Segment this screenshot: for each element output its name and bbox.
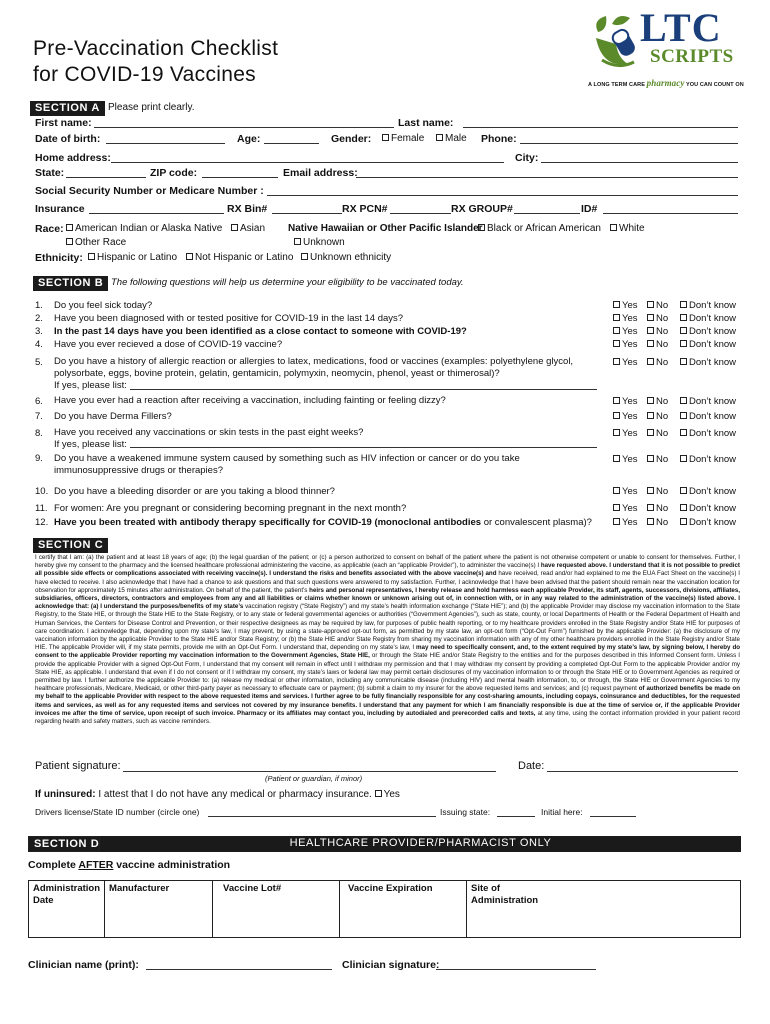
yes-label: Yes bbox=[622, 396, 638, 407]
question-5-list-field[interactable] bbox=[130, 389, 597, 390]
question-2-text: Have you been diagnosed with or tested positive for COVID-19 in the last 14 days? bbox=[54, 313, 404, 324]
race-checkbox[interactable] bbox=[231, 224, 238, 231]
dont-know-checkbox[interactable] bbox=[680, 429, 687, 436]
no-label: No bbox=[656, 313, 669, 324]
no-label: No bbox=[656, 326, 669, 337]
col-site-line1: Site of bbox=[471, 883, 501, 894]
yes-label: Yes bbox=[622, 300, 638, 311]
race-option-other[interactable] bbox=[66, 237, 126, 248]
question-5-answers[interactable] bbox=[613, 357, 736, 368]
race-option-label: Asian bbox=[240, 223, 266, 234]
question-8-line-2: If yes, please list: bbox=[54, 439, 127, 450]
question-1-text: Do you feel sick today? bbox=[54, 300, 153, 311]
uninsured-line bbox=[35, 789, 400, 800]
consent-text bbox=[35, 554, 740, 726]
yes-checkbox[interactable] bbox=[613, 487, 620, 494]
question-3-text: In the past 14 days have you been identified as a close contact to someone with COVID-19? bbox=[54, 326, 467, 337]
question-number: 5. bbox=[35, 357, 43, 368]
administration-table bbox=[28, 880, 741, 938]
question-4-answers[interactable] bbox=[613, 339, 736, 350]
no-checkbox[interactable] bbox=[647, 340, 654, 347]
race-option-black[interactable] bbox=[478, 223, 601, 234]
initial-here-field[interactable] bbox=[590, 816, 636, 817]
question-number: 6. bbox=[35, 396, 43, 407]
no-checkbox[interactable] bbox=[647, 314, 654, 321]
dont-know-label: Don’t know bbox=[689, 454, 736, 465]
rx-group-field[interactable] bbox=[514, 213, 580, 214]
question-10-answers[interactable] bbox=[613, 486, 736, 497]
gender-female-option[interactable] bbox=[382, 133, 424, 144]
question-9-text bbox=[54, 453, 599, 477]
state-field[interactable] bbox=[66, 177, 146, 178]
no-label: No bbox=[656, 396, 669, 407]
race-option-american-indian[interactable] bbox=[66, 223, 222, 234]
ethnicity-checkbox[interactable] bbox=[301, 253, 308, 260]
dont-know-label: Don’t know bbox=[689, 313, 736, 324]
section-c-header: SECTION C bbox=[33, 538, 108, 553]
question-5-text bbox=[54, 356, 599, 392]
question-3-answers[interactable] bbox=[613, 326, 736, 337]
question-5-line-3: If yes, please list: bbox=[54, 380, 127, 391]
consent-paragraph: at any time, using the contact information provided in your patient record regarding health and safety matters, such as vaccine reminders. bbox=[35, 709, 740, 726]
yes-checkbox[interactable] bbox=[613, 314, 620, 321]
site-of-administration-cell[interactable] bbox=[467, 881, 741, 938]
yes-label: Yes bbox=[622, 454, 638, 465]
race-option-native-hawaiian[interactable]: Native Hawaiian or Other Pacific Islander bbox=[288, 223, 483, 234]
race-checkbox[interactable] bbox=[610, 224, 617, 231]
yes-checkbox[interactable] bbox=[613, 518, 620, 525]
last-name-field[interactable] bbox=[463, 127, 738, 128]
no-label: No bbox=[656, 339, 669, 350]
dont-know-label: Don’t know bbox=[689, 411, 736, 422]
question-number: 3. bbox=[35, 326, 43, 337]
no-label: No bbox=[656, 357, 669, 368]
clinician-signature-field[interactable] bbox=[436, 969, 596, 970]
dont-know-checkbox[interactable] bbox=[680, 327, 687, 334]
zip-field[interactable] bbox=[202, 177, 278, 178]
no-checkbox[interactable] bbox=[647, 301, 654, 308]
clinician-name-field[interactable] bbox=[146, 969, 332, 970]
yes-label: Yes bbox=[622, 313, 638, 324]
clinician-name-label: Clinician name (print): bbox=[28, 959, 139, 971]
dont-know-checkbox[interactable] bbox=[680, 455, 687, 462]
page-title bbox=[33, 36, 278, 88]
race-checkbox[interactable] bbox=[294, 238, 301, 245]
dont-know-checkbox[interactable] bbox=[680, 358, 687, 365]
no-label: No bbox=[656, 503, 669, 514]
question-6-text: Have you ever had a reaction after receiving a vaccination, including fainting or feeling dizzy? bbox=[54, 395, 446, 406]
tagline-part-b: pharmacy bbox=[646, 78, 685, 88]
race-option-asian[interactable] bbox=[231, 223, 265, 234]
yes-label: Yes bbox=[622, 411, 638, 422]
uninsured-yes-checkbox[interactable] bbox=[375, 790, 382, 797]
initial-here-label: Initial here: bbox=[541, 807, 583, 817]
rx-bin-field[interactable] bbox=[272, 213, 342, 214]
race-option-label: Unknown bbox=[303, 237, 345, 248]
race-option-label: White bbox=[619, 223, 645, 234]
no-checkbox[interactable] bbox=[647, 429, 654, 436]
section-b-note: The following questions will help us determine your eligibility to be vaccinated today. bbox=[111, 277, 464, 288]
race-checkbox[interactable] bbox=[66, 238, 73, 245]
dont-know-checkbox[interactable] bbox=[680, 487, 687, 494]
question-number: 10. bbox=[35, 486, 49, 497]
ethnicity-option-label: Not Hispanic or Latino bbox=[195, 252, 294, 263]
section-a-note: Please print clearly. bbox=[108, 102, 195, 113]
question-12-bold: Have you been treated with antibody therapy specifically for COVID-19 (monoclonal antibodies bbox=[54, 517, 482, 528]
no-checkbox[interactable] bbox=[647, 412, 654, 419]
logo-scripts-text: SCRIPTS bbox=[650, 46, 734, 67]
yes-label: Yes bbox=[622, 339, 638, 350]
question-number: 2. bbox=[35, 313, 43, 324]
age-label: Age: bbox=[237, 133, 261, 145]
administration-date-cell[interactable] bbox=[29, 881, 105, 938]
insurance-label: Insurance bbox=[35, 203, 85, 215]
city-label: City: bbox=[515, 152, 539, 164]
complete-after-instruction bbox=[28, 859, 230, 871]
ethnicity-option-hispanic[interactable] bbox=[88, 252, 177, 263]
ethnicity-option-label: Hispanic or Latino bbox=[97, 252, 178, 263]
question-12-rest: or convalescent plasma)? bbox=[481, 517, 592, 528]
vaccine-expiration-cell[interactable] bbox=[340, 881, 467, 938]
guardian-note: (Patient or guardian, if minor) bbox=[265, 774, 363, 783]
question-8-line-1: Have you received any vaccinations or skin tests in the past eight weeks? bbox=[54, 427, 364, 438]
yes-checkbox[interactable] bbox=[613, 301, 620, 308]
section-d-header: SECTION D bbox=[28, 836, 100, 852]
ethnicity-checkbox[interactable] bbox=[186, 253, 193, 260]
dont-know-checkbox[interactable] bbox=[680, 301, 687, 308]
dont-know-checkbox[interactable] bbox=[680, 518, 687, 525]
complete-text: Complete bbox=[28, 859, 79, 871]
after-text: AFTER bbox=[78, 859, 114, 871]
title-line-2: for COVID-19 Vaccines bbox=[33, 63, 256, 86]
no-label: No bbox=[656, 517, 669, 528]
uninsured-label: If uninsured: bbox=[35, 789, 96, 800]
female-checkbox[interactable] bbox=[382, 134, 389, 141]
issuing-state-label: Issuing state: bbox=[440, 807, 491, 817]
dont-know-label: Don’t know bbox=[689, 339, 736, 350]
ethnicity-checkbox[interactable] bbox=[88, 253, 95, 260]
male-checkbox[interactable] bbox=[436, 134, 443, 141]
zip-label: ZIP code: bbox=[150, 167, 198, 179]
question-8-list-field[interactable] bbox=[130, 447, 597, 448]
section-b-header: SECTION B bbox=[33, 276, 108, 291]
dont-know-label: Don’t know bbox=[689, 428, 736, 439]
clinician-signature-label: Clinician signature: bbox=[342, 959, 440, 971]
no-checkbox[interactable] bbox=[647, 397, 654, 404]
question-5-line-1: Do you have a history of allergic reaction or allergies to latex, medications, food or vaccines (examples: polyethylene glycol, bbox=[54, 356, 574, 367]
dont-know-label: Don’t know bbox=[689, 503, 736, 514]
age-field[interactable] bbox=[264, 143, 319, 144]
question-11-text: For women: Are you pregnant or considering becoming pregnant in the next month? bbox=[54, 503, 407, 514]
race-checkbox[interactable] bbox=[478, 224, 485, 231]
consent-paragraph: have received, read and/or had explained to me the EUA Fact Sheet on the vaccine(s) I have elected to receive. I also acknowledge that I have had a chance to ask questions and that such questions were answered to my satisfaction. Further, I acknowledge that I have been advised that the patient should remain near the vaccination location for observation for approximately 15 minutes after administration. On behalf of the patient, the patient’s bbox=[35, 570, 740, 594]
col-admin-date-line2: Date bbox=[33, 895, 54, 906]
phone-label: Phone: bbox=[481, 133, 517, 145]
question-number: 9. bbox=[35, 453, 43, 464]
question-2-answers[interactable] bbox=[613, 313, 736, 324]
drivers-license-field[interactable] bbox=[208, 816, 436, 817]
insurance-field[interactable] bbox=[89, 213, 224, 214]
yes-checkbox[interactable] bbox=[613, 455, 620, 462]
question-5-line-2: polysorbate, eggs, bovine protein, gelatin, gentamicin, polymyxin, neomycin, phenol, yeast or thimerosal)? bbox=[54, 368, 500, 379]
question-number: 12. bbox=[35, 517, 49, 528]
drivers-license-label: Drivers license/State ID number (circle one) bbox=[35, 807, 200, 817]
question-7-text: Do you have Derma Fillers? bbox=[54, 411, 172, 422]
question-10-text: Do you have a bleeding disorder or are you taking a blood thinner? bbox=[54, 486, 335, 497]
vaccine-lot-cell[interactable] bbox=[213, 881, 340, 938]
patient-signature-field[interactable] bbox=[123, 771, 496, 772]
yes-label: Yes bbox=[622, 357, 638, 368]
no-checkbox[interactable] bbox=[647, 358, 654, 365]
yes-label: Yes bbox=[622, 326, 638, 337]
question-number: 11. bbox=[35, 503, 48, 514]
dont-know-checkbox[interactable] bbox=[680, 504, 687, 511]
race-label: Race: bbox=[35, 223, 64, 235]
id-label: ID# bbox=[581, 203, 598, 215]
email-label: Email address: bbox=[283, 167, 358, 179]
no-label: No bbox=[656, 411, 669, 422]
col-vaccine-lot: Vaccine Lot# bbox=[223, 883, 282, 894]
tagline-part-c: YOU CAN COUNT ON bbox=[686, 82, 744, 88]
race-option-label: Other Race bbox=[75, 237, 127, 248]
rx-pcn-field[interactable] bbox=[390, 213, 451, 214]
no-label: No bbox=[656, 300, 669, 311]
dont-know-label: Don’t know bbox=[689, 300, 736, 311]
race-option-label: Black or African American bbox=[487, 223, 601, 234]
dont-know-label: Don’t know bbox=[689, 357, 736, 368]
yes-checkbox[interactable] bbox=[613, 412, 620, 419]
no-checkbox[interactable] bbox=[647, 455, 654, 462]
yes-checkbox[interactable] bbox=[613, 327, 620, 334]
question-9-line-2: immunosuppressive drugs or therapies? bbox=[54, 465, 223, 476]
question-number: 1. bbox=[35, 300, 43, 311]
ethnicity-option-not-hispanic[interactable] bbox=[186, 252, 293, 263]
ethnicity-option-unknown[interactable] bbox=[301, 252, 391, 263]
patient-signature-label: Patient signature: bbox=[35, 760, 121, 772]
race-option-white[interactable] bbox=[610, 223, 645, 234]
question-9-line-1: Do you have a weakened immune system caused by something such as HIV infection or cancer or do you take bbox=[54, 453, 520, 464]
ssn-field[interactable] bbox=[267, 195, 738, 196]
question-7-answers[interactable] bbox=[613, 411, 736, 422]
dont-know-checkbox[interactable] bbox=[680, 314, 687, 321]
question-number: 8. bbox=[35, 428, 43, 439]
dont-know-checkbox[interactable] bbox=[680, 412, 687, 419]
yes-checkbox[interactable] bbox=[613, 504, 620, 511]
yes-label: Yes bbox=[622, 503, 638, 514]
gender-label: Gender: bbox=[331, 133, 372, 145]
question-number: 4. bbox=[35, 339, 43, 350]
last-name-label: Last name: bbox=[398, 117, 454, 129]
dont-know-label: Don’t know bbox=[689, 396, 736, 407]
dob-label: Date of birth: bbox=[35, 133, 101, 145]
uninsured-text: I attest that I do not have any medical or pharmacy insurance. bbox=[95, 789, 372, 800]
dont-know-label: Don’t know bbox=[689, 486, 736, 497]
no-checkbox[interactable] bbox=[647, 504, 654, 511]
ssn-label: Social Security Number or Medicare Number : bbox=[35, 185, 264, 197]
uninsured-yes-label: Yes bbox=[383, 789, 400, 800]
yes-checkbox[interactable] bbox=[613, 429, 620, 436]
yes-label: Yes bbox=[622, 517, 638, 528]
question-6-answers[interactable] bbox=[613, 396, 736, 407]
complete-rest-text: vaccine administration bbox=[113, 859, 231, 871]
consent-paragraph-bold: may need to specifically consent, and, to the extent required by my state’s law, by signing below, I hereby do consent to the applicable Provider reporting my vaccination information to the Government Agencies, State HIE, bbox=[35, 644, 740, 660]
dont-know-checkbox[interactable] bbox=[680, 340, 687, 347]
question-number: 7. bbox=[35, 411, 43, 422]
gender-male-option[interactable] bbox=[436, 133, 467, 144]
consent-paragraph-bold: Pharmacy or its affiliates may contact you, including by autodialed and prerecorded calls and texts, bbox=[234, 709, 536, 717]
id-field[interactable] bbox=[603, 213, 738, 214]
no-label: No bbox=[656, 486, 669, 497]
tagline-part-a: A LONG TERM CARE bbox=[588, 82, 646, 88]
consent-paragraph-bold: of authorized benefits be made on my behalf to the applicable Provider with respect to the above requested items and services. I further agree to be fully financially responsible for any cost-sharing amounts, including copays, coinsurance and deductibles, for the requested items and services, as well as for any requested items and services not covered by my insurance benefits. I understand that any payment for which I am financially responsible is due at the time of service or, if the applicable Provider invoices me after the time of service, upon receipt of such invoice. bbox=[35, 685, 740, 717]
col-site-line2: Administration bbox=[471, 895, 539, 906]
no-checkbox[interactable] bbox=[647, 518, 654, 525]
race-option-label: American Indian or Alaska Native bbox=[75, 223, 223, 234]
first-name-field[interactable] bbox=[94, 127, 394, 128]
email-field[interactable] bbox=[356, 177, 738, 178]
yes-checkbox[interactable] bbox=[613, 358, 620, 365]
provider-only-header: HEALTHCARE PROVIDER/PHARMACIST ONLY bbox=[100, 836, 741, 852]
phone-field[interactable] bbox=[520, 143, 738, 144]
title-line-1: Pre-Vaccination Checklist bbox=[33, 37, 279, 60]
date-field[interactable] bbox=[547, 771, 738, 772]
yes-checkbox[interactable] bbox=[613, 397, 620, 404]
manufacturer-cell[interactable] bbox=[105, 881, 213, 938]
female-label: Female bbox=[391, 133, 425, 144]
rx-bin-label: RX Bin# bbox=[227, 203, 268, 215]
section-a-header: SECTION A bbox=[30, 101, 105, 116]
no-label: No bbox=[656, 428, 669, 439]
dont-know-label: Don’t know bbox=[689, 326, 736, 337]
city-field[interactable] bbox=[541, 162, 738, 163]
rx-group-label: RX GROUP# bbox=[451, 203, 513, 215]
question-12-text bbox=[54, 517, 599, 529]
yes-label: Yes bbox=[622, 428, 638, 439]
no-checkbox[interactable] bbox=[647, 327, 654, 334]
no-label: No bbox=[656, 454, 669, 465]
question-8-answers[interactable] bbox=[613, 428, 736, 439]
col-vaccine-expiration: Vaccine Expiration bbox=[348, 883, 433, 894]
dob-field[interactable] bbox=[106, 143, 225, 144]
consent-paragraph-bold: heirs and personal representatives, I hereby release and hold harmless each applicable Provider, its staff, agents, successors, divisions, affiliates, subsidiaries, officers, directors, contractors and employees from any and all liabilities or claims whether known or unknown arising out of, in connection with, or in any way related to the administration of the vaccine(s) listed above. I acknowledge that: (a) I understand the purposes/benefits of my state’s bbox=[35, 586, 740, 611]
question-1-answers[interactable] bbox=[613, 300, 736, 311]
question-12-answers[interactable] bbox=[613, 517, 736, 528]
yes-label: Yes bbox=[622, 486, 638, 497]
question-4-text: Have you ever recieved a dose of COVID-19 vaccine? bbox=[54, 339, 283, 350]
consent-paragraph-bold: have requested above. I understand that it is not possible to predict all possible side effects or complications associated with receiving vaccine(s). I understand the risks and benefits associated with the above vaccine(s) and bbox=[35, 562, 740, 578]
home-address-field[interactable] bbox=[111, 162, 504, 163]
dont-know-checkbox[interactable] bbox=[680, 397, 687, 404]
col-admin-date-line1: Administration bbox=[33, 883, 101, 894]
consent-paragraph: vaccination registry (“State Registry”) and my state’s health information exchange (“State HIE”); and (b) the applicable Provider may disclose my vaccination information to the State Registry, to the State HIE, or through the State HIE to the State Registry, or to any state or federal governmental agencies or authorities (“Government Agencies”), such as state, county, or local Departments of Health or the Federal Department of Health and Human Services, the Centers for Disease Control and Prevention, or their respective designees as may be required by law, for purposes of public health reporting, or to my healthcare providers enrolled in the State Registry and/or State HIE for purposes of care coordination. I acknowledge that, depending upon my state’s law, I may prevent, by using a state-approved opt-out form, as permitted by my state law, an opt-out form (“Opt-Out Form”) furnished by the applicable Provider: (a) the disclosure of my vaccination information by the applicable Provider to the State HIE and/or State Registry; or (b) the State HIE and/or State Registry from sharing my vaccination information with any of my other healthcare providers enrolled in the State Registry and/or State HIE. The applicable Provider will, if my state permits, provide me with an Opt-Out Form. I understand that, depending on my state’s law, I bbox=[35, 603, 740, 652]
question-9-answers[interactable] bbox=[613, 454, 736, 465]
question-11-answers[interactable] bbox=[613, 503, 736, 514]
date-label: Date: bbox=[518, 760, 545, 772]
col-manufacturer: Manufacturer bbox=[109, 883, 170, 894]
dont-know-label: Don’t know bbox=[689, 517, 736, 528]
yes-checkbox[interactable] bbox=[613, 340, 620, 347]
ethnicity-option-label: Unknown ethnicity bbox=[310, 252, 392, 263]
race-option-unknown[interactable] bbox=[294, 237, 345, 248]
issuing-state-field[interactable] bbox=[497, 816, 535, 817]
male-label: Male bbox=[445, 133, 467, 144]
no-checkbox[interactable] bbox=[647, 487, 654, 494]
race-checkbox[interactable] bbox=[66, 224, 73, 231]
state-label: State: bbox=[35, 167, 65, 179]
logo-tagline bbox=[588, 78, 744, 88]
first-name-label: First name: bbox=[35, 117, 92, 129]
home-address-label: Home address: bbox=[35, 152, 111, 164]
consent-paragraph: or through the State HIE and/or State Registry to the entities and for the purposes described in this Informed Consent form. Unless I provide the applicable Provider with a signed Opt-Out Form, I understand that my consent will remain in effect until I withdraw my permission and that I may withdraw my consent by providing a completed Opt-Out Form to the applicable Provider and/or my State HIE, as applicable. I understand that even if I do not consent or if I withdraw my consent, my state’s laws or federal law may permit certain disclosures of my vaccination information to or through the State HIE or to Government Agencies as required or permitted by law. I further authorize the applicable Provider to: (a) release my medical or other information, including any communicable disease (including HIV) and mental health information, to, or through, the State HIE or Government Agencies to my healthcare professionals, Medicare, Medicaid, or other third-party payer as necessary to effectuate care or payment; (b) submit a claim to my insurer for the above requested items and services; and (c) request payment bbox=[35, 652, 740, 693]
logo-ltc-text: LTC bbox=[640, 5, 722, 50]
consent-paragraph: I certify that I am: (a) the patient and at least 18 years of age; (b) the legal guardian of the patient; or (c) a person authorized to consent on behalf of the patient where the patient is not otherwise competent or unable to consent for themselves. Further, I hereby give my consent to the pharmacy and the licensed healthcare professional administering the vaccine, as applicable (each an “applicable Provider”), to administer the vaccine(s) I bbox=[35, 554, 740, 570]
ethnicity-label: Ethnicity: bbox=[35, 252, 83, 264]
rx-pcn-label: RX PCN# bbox=[342, 203, 388, 215]
